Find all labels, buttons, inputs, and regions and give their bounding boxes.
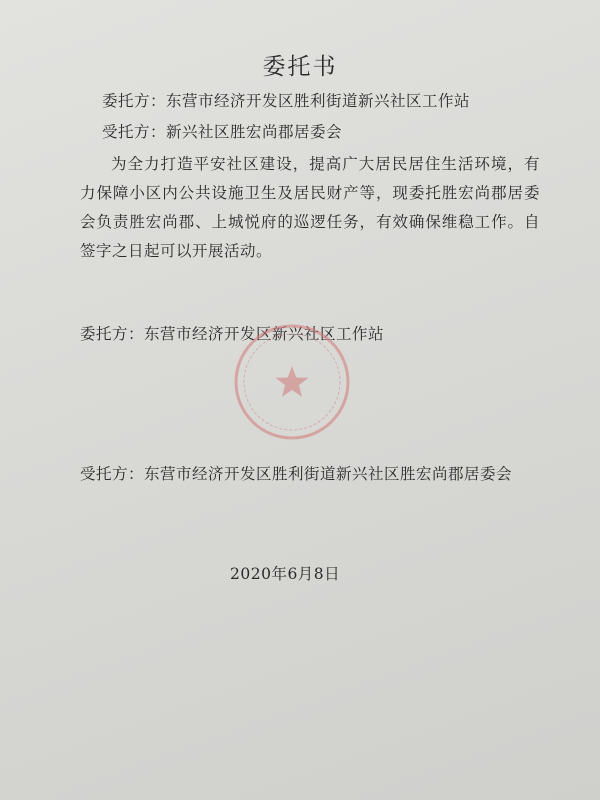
document-date: 2020年6月8日 [230,565,341,583]
signature-client: 委托方：东营市经济开发区新兴社区工作站 [80,325,385,343]
official-seal-icon [232,322,352,442]
document-title: 委托书 [262,54,338,80]
header-agent: 受托方：新兴社区胜宏尚郡居委会 [102,123,343,141]
body-paragraph: 为全力打造平安社区建设，提高广大居民居住生活环境，有力保障小区内公共设施卫生及居民财产等，现委托胜宏尚郡居委会负责胜宏尚郡、上城悦府的巡逻任务，有效确保维稳工作。自签字之日起可以开展活动。 [80,155,540,260]
header-client: 委托方：东营市经济开发区胜利街道新兴社区工作站 [102,92,471,110]
signature-agent: 受托方：东营市经济开发区胜利街道新兴社区胜宏尚郡居委会 [80,465,513,483]
